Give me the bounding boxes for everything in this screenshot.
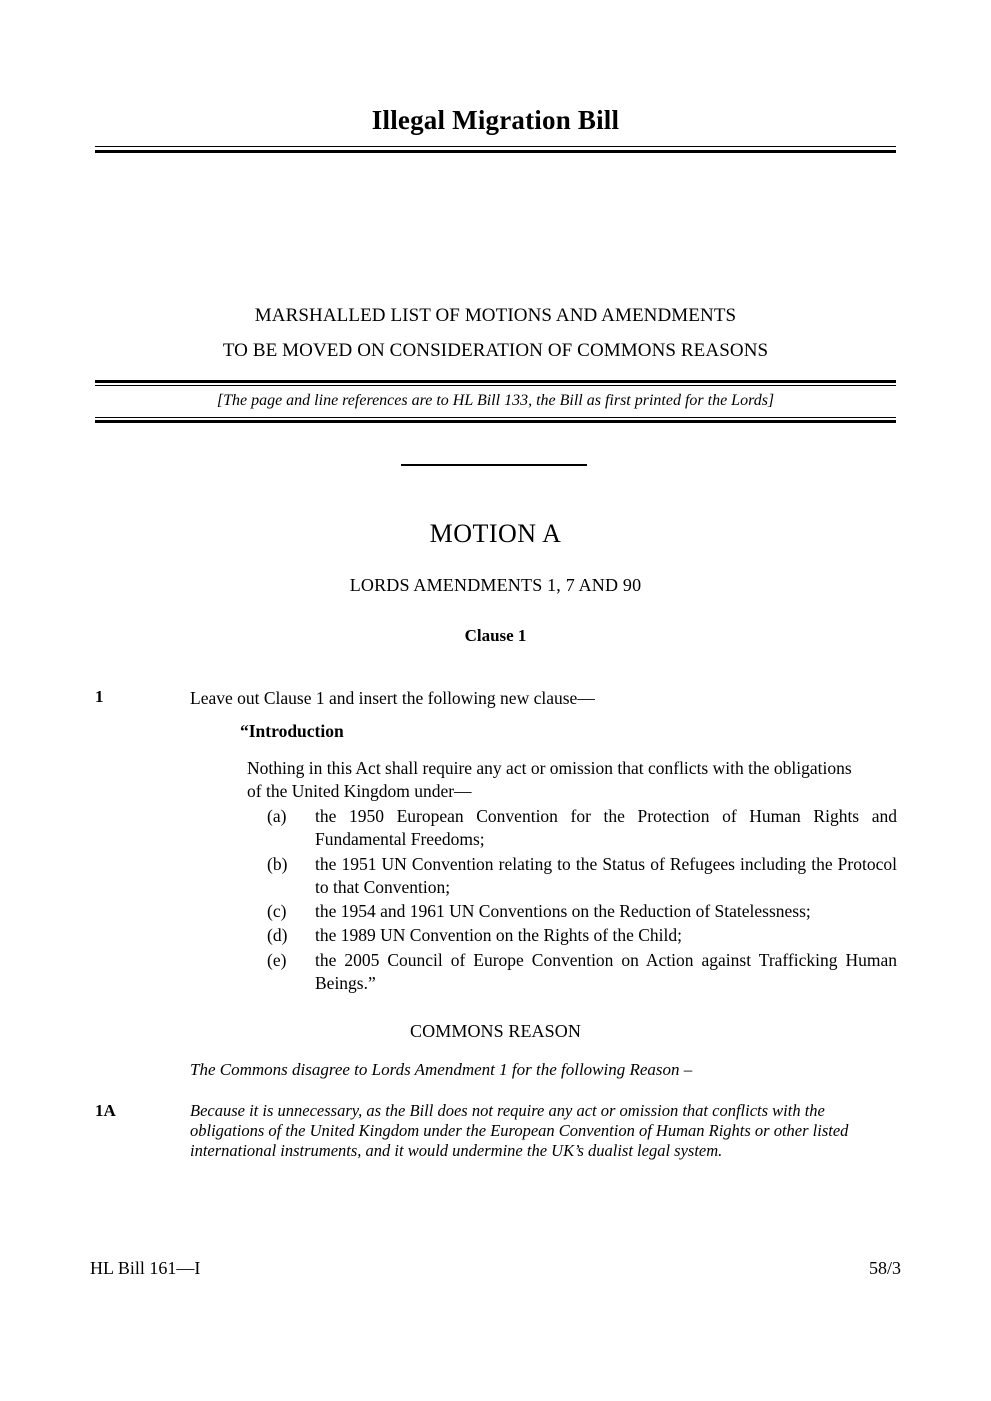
amendment-number: 1 (95, 687, 104, 706)
reference-note-text: [The page and line references are to HL Bill 133, the Bill as first printed for the Lords] (216, 392, 775, 409)
list-item (247, 853, 897, 900)
list-item-text: the 1950 European Convention for the Protection of Human Rights and Fundamental Freedoms; (315, 806, 897, 850)
list-item-text: the 1989 UN Convention on the Rights of the Child; (315, 925, 682, 946)
page-footer (90, 1258, 901, 1279)
list-item-marker: (e) (267, 949, 287, 970)
section-divider (401, 464, 587, 466)
quoted-clause-paragraph: Nothing in this Act shall require any act or omission that conflicts with the obligations of the United Kingdom under— (247, 758, 852, 802)
quoted-clause-heading: “Introduction (240, 721, 344, 741)
amendment-lead-text: Leave out Clause 1 and insert the following new clause— (190, 688, 595, 708)
commons-reason-heading: COMMONS REASON (410, 1021, 581, 1041)
list-item (247, 924, 897, 947)
commons-reason-row (95, 1101, 896, 1161)
motion-subtitle: LORDS AMENDMENTS 1, 7 AND 90 (349, 575, 642, 595)
list-item-text: the 1954 and 1961 UN Conventions on the Reduction of Statelessness; (315, 901, 811, 922)
note-rule-bottom-thick (95, 420, 896, 423)
header-rule-thick (95, 150, 896, 153)
list-item-marker: (a) (267, 806, 287, 826)
commons-reason-intro: The Commons disagree to Lords Amendment 1 for the following Reason – (190, 1060, 693, 1079)
marshalled-list-heading-line-1: MARSHALLED LIST OF MOTIONS AND AMENDMENTS (254, 305, 737, 326)
clause-heading: Clause 1 (464, 626, 527, 645)
lettered-list (247, 805, 897, 996)
footer-page-number: 58/3 (868, 1258, 901, 1278)
list-item-marker: (d) (267, 925, 288, 946)
marshalled-list-heading-line-2: TO BE MOVED ON CONSIDERATION OF COMMONS REASONS (222, 340, 769, 361)
list-item (247, 805, 897, 852)
footer-bill-reference: HL Bill 161—I (90, 1258, 201, 1278)
header-rule-group (95, 146, 896, 153)
motion-title: MOTION A (429, 519, 562, 548)
list-item-marker: (c) (267, 901, 287, 922)
reference-note-band (95, 380, 896, 423)
list-item-text: the 1951 UN Convention relating to the Status of Refugees including the Protocol to that Convention; (315, 853, 897, 897)
list-item (247, 900, 897, 923)
commons-reason-number: 1A (95, 1101, 116, 1120)
list-item-text: the 2005 Council of Europe Convention on Action against Trafficking Human Beings.” (315, 949, 897, 993)
page-title: Illegal Migration Bill (371, 105, 620, 135)
amendment-lead-row (95, 687, 896, 711)
list-item (247, 949, 897, 996)
commons-reason-text: Because it is unnecessary, as the Bill does not require any act or omission that conflicts with the obligations of the United Kingdom under the European Convention of Human Rights or other listed international instruments, and it would undermine the UK’s dualist legal system. (190, 1101, 849, 1161)
list-item-marker: (b) (267, 853, 288, 874)
